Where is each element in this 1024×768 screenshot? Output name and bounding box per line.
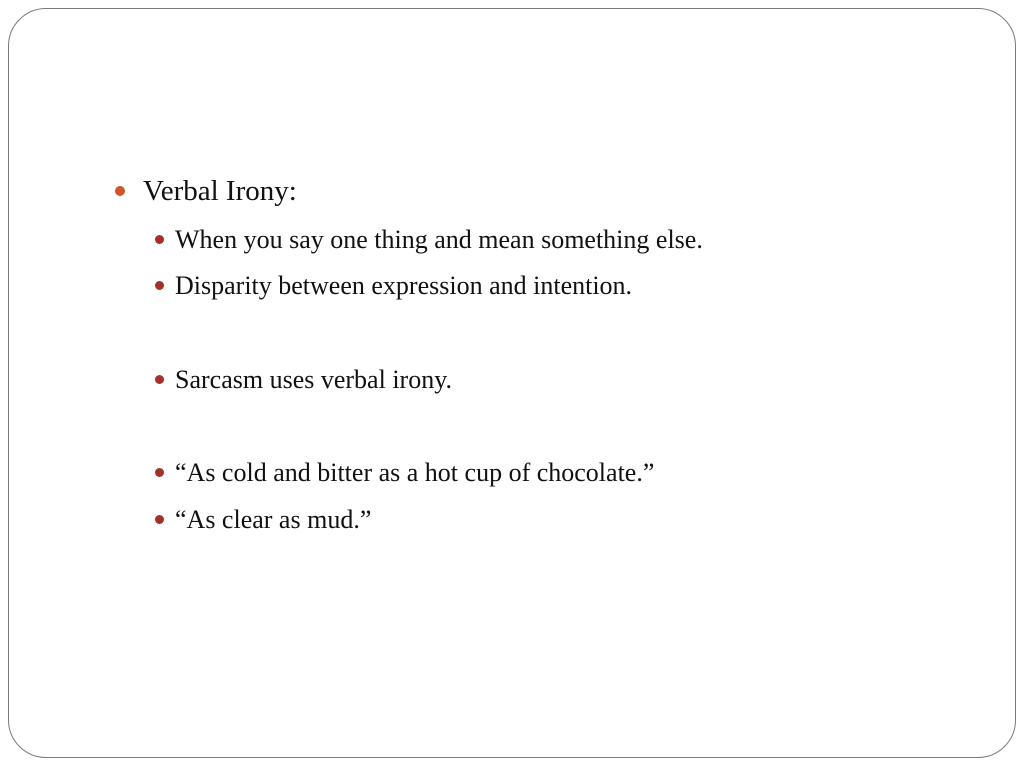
bullet-item-verbal-irony	[115, 175, 297, 208]
bullet-text: Sarcasm uses verbal irony.	[175, 365, 453, 394]
bullet-text: When you say one thing and mean something else.	[175, 225, 703, 254]
slide-frame	[8, 8, 1016, 758]
bullet-text: Disparity between expression and intention.	[175, 271, 633, 300]
bullet-text: “As clear as mud.”	[175, 505, 372, 534]
bullet-dot-icon	[155, 515, 164, 524]
bullet-dot-icon	[115, 186, 125, 196]
bullet-text: “As cold and bitter as a hot cup of chocolate.”	[175, 458, 655, 487]
sub-bullet-item	[155, 505, 371, 535]
sub-bullet-item	[155, 271, 632, 301]
bullet-text: Verbal Irony:	[143, 175, 297, 207]
sub-bullet-item	[155, 365, 452, 395]
bullet-dot-icon	[155, 468, 164, 477]
bullet-dot-icon	[155, 375, 164, 384]
slide-body	[9, 9, 1015, 757]
bullet-dot-icon	[155, 281, 164, 290]
bullet-dot-icon	[155, 235, 164, 244]
sub-bullet-item	[155, 458, 654, 488]
sub-bullet-item	[155, 225, 703, 255]
